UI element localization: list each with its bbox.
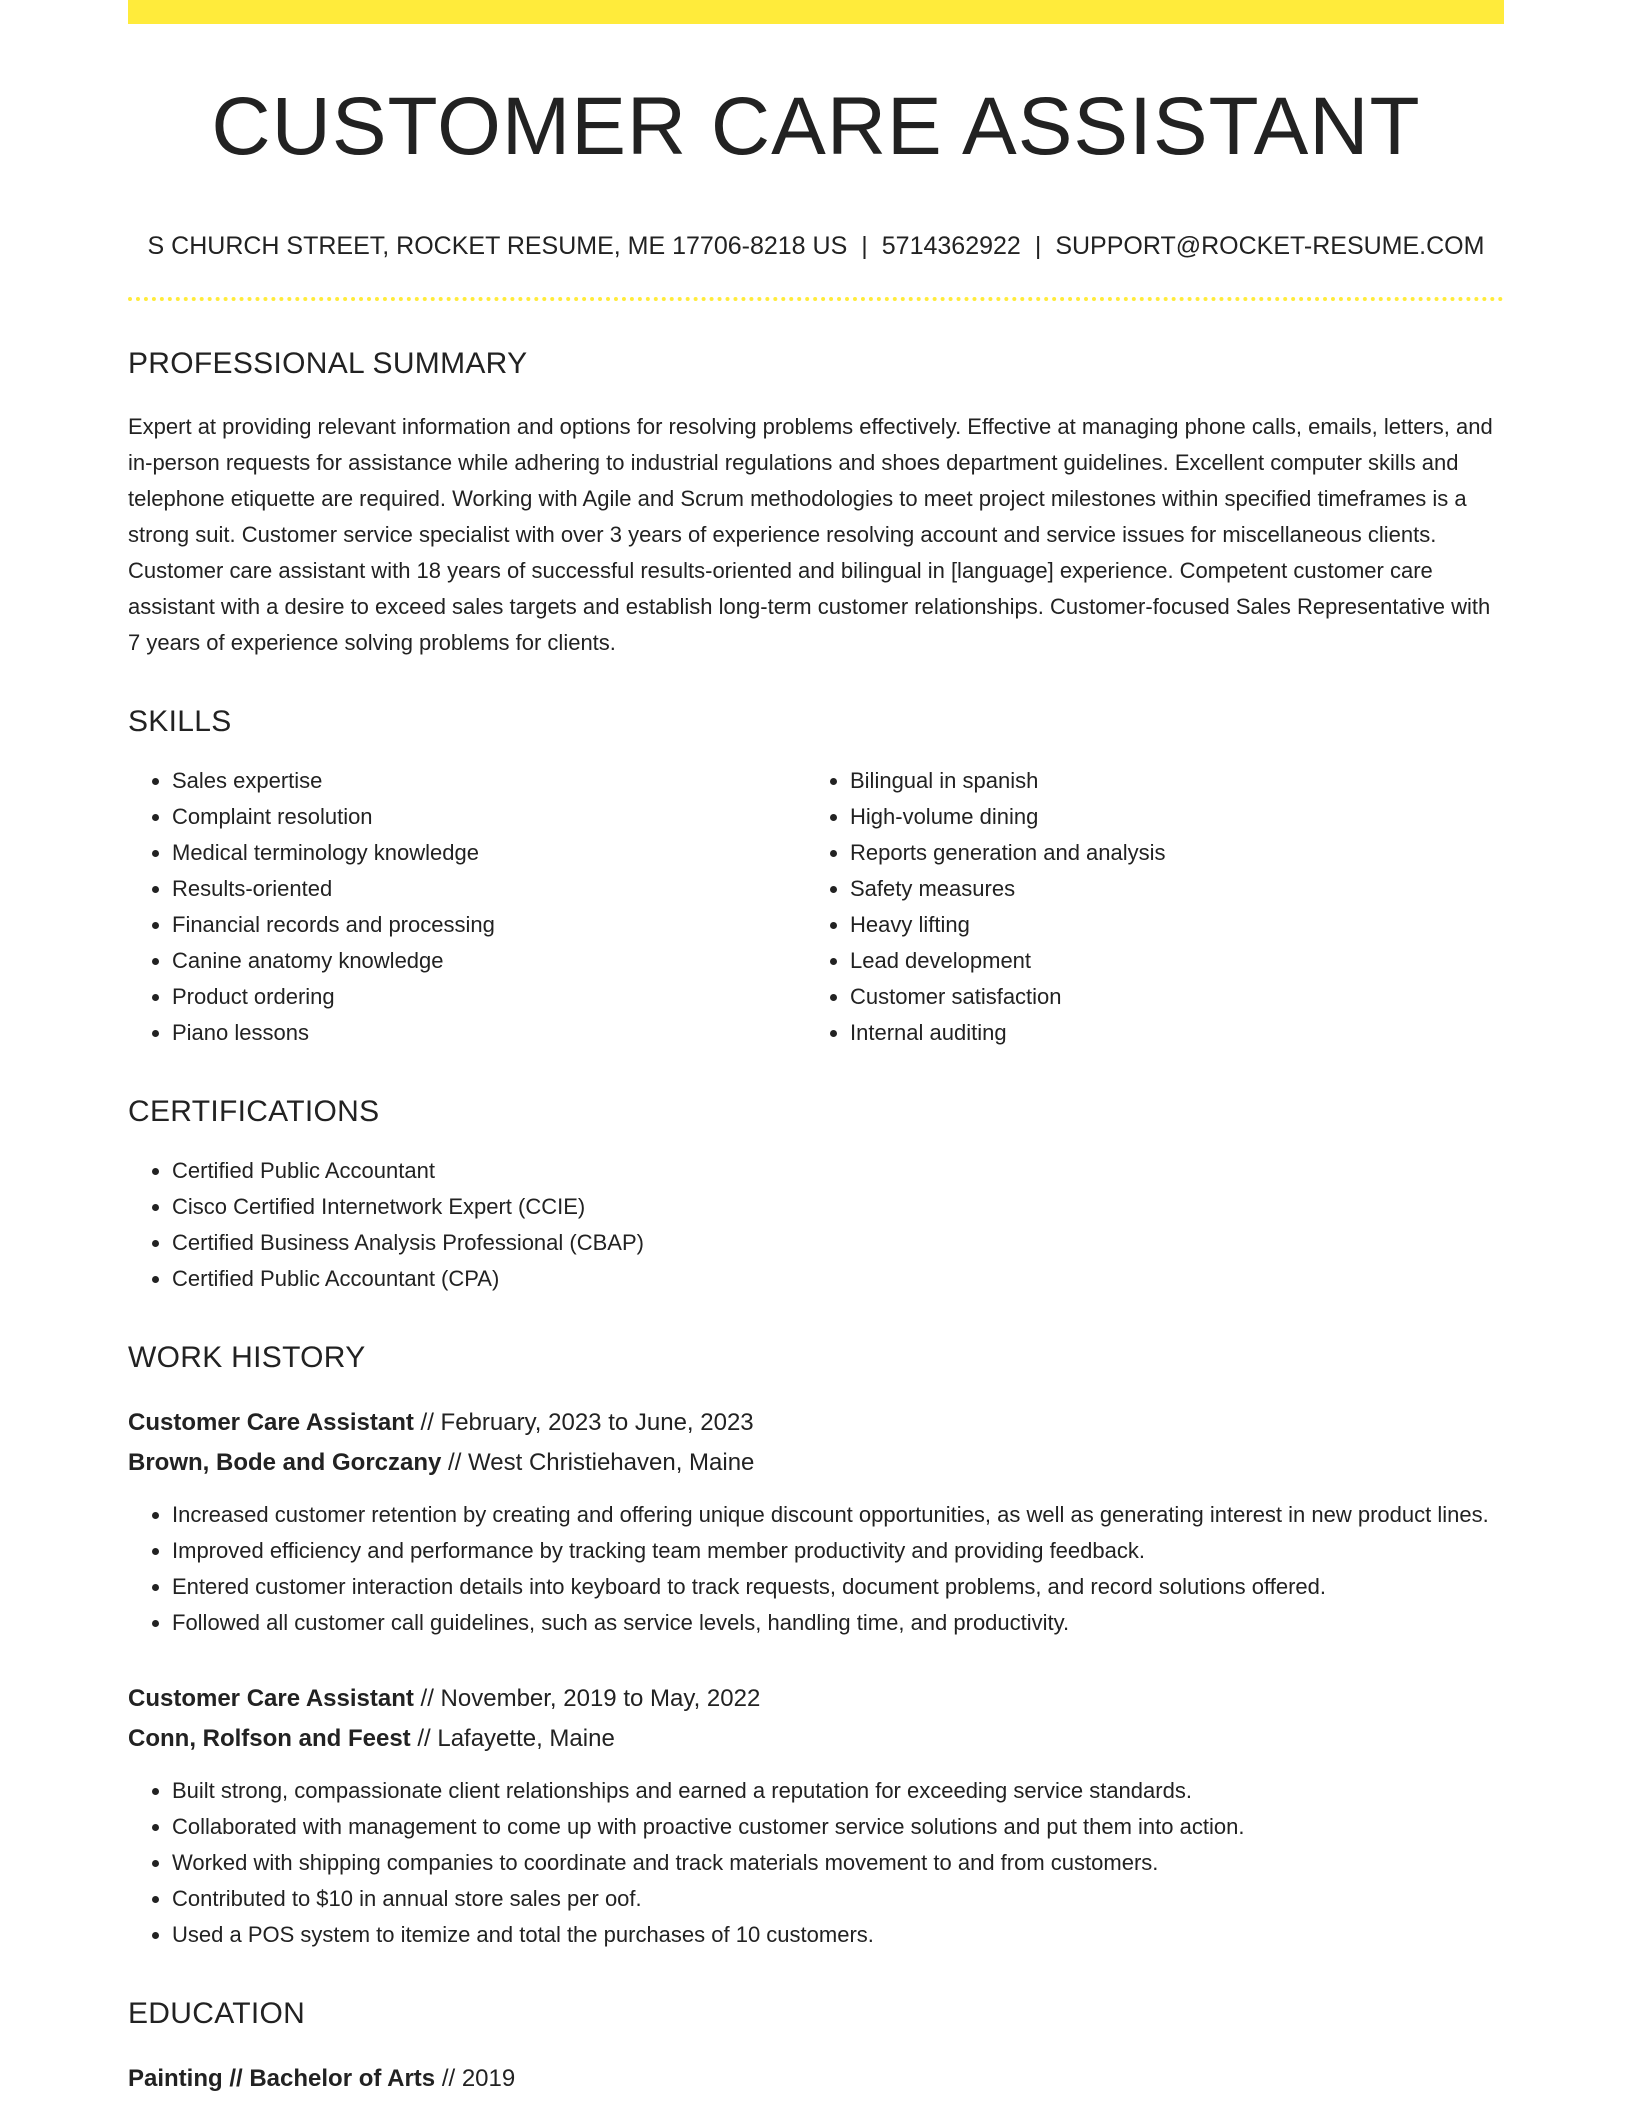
contact-address: S CHURCH STREET, ROCKET RESUME, ME 17706-8218 US xyxy=(147,232,848,261)
job-bullet: • Collaborated with management to come up with proactive customer service solutions and put them into action. xyxy=(172,1809,1504,1845)
job-location: // West Christiehaven, Maine xyxy=(441,1449,755,1477)
job-header xyxy=(128,1679,1504,1759)
education-entry xyxy=(128,2059,1504,2099)
job-dates: // February, 2023 to June, 2023 xyxy=(413,1409,754,1437)
job-role: Customer Care Assistant xyxy=(128,1685,414,1713)
job-entry xyxy=(128,1679,1504,1953)
job-company: Conn, Rolfson and Feest xyxy=(128,1725,411,1753)
skills-left-list xyxy=(128,763,806,1051)
job-role-line xyxy=(128,1679,1504,1719)
certifications-heading: CERTIFICATIONS xyxy=(128,1095,380,1129)
certifications-list xyxy=(128,1153,1504,1297)
work-history-heading: WORK HISTORY xyxy=(128,1341,366,1375)
education-degree: Painting // Bachelor of Arts xyxy=(128,2065,436,2093)
job-location: // Lafayette, Maine xyxy=(410,1725,615,1753)
contact-line xyxy=(128,232,1504,261)
job-role: Customer Care Assistant xyxy=(128,1409,414,1437)
job-bullet: • Worked with shipping companies to coordinate and track materials movement to and from customers. xyxy=(172,1845,1504,1881)
job-role-line xyxy=(128,1403,1504,1443)
certification-item: • Certified Public Accountant xyxy=(172,1153,1504,1189)
resume-page xyxy=(128,0,1504,2099)
job-bullet: • Followed all customer call guidelines, such as service levels, handling time, and productivity. xyxy=(172,1605,1504,1641)
job-dates: // November, 2019 to May, 2022 xyxy=(413,1685,761,1713)
job-bullet: • Increased customer retention by creating and offering unique discount opportunities, as well as generating interest in new product lines. xyxy=(172,1497,1504,1533)
certification-item: • Certified Public Accountant (CPA) xyxy=(172,1261,1504,1297)
job-bullet: • Entered customer interaction details into keyboard to track requests, document problems, and record solutions offered. xyxy=(172,1569,1504,1605)
skill-item: • Piano lessons xyxy=(172,1015,806,1051)
skill-item: • Customer satisfaction xyxy=(850,979,1484,1015)
job-bullet: • Contributed to $10 in annual store sales per oof. xyxy=(172,1881,1504,1917)
job-company-line xyxy=(128,1443,1504,1483)
skill-item: • Safety measures xyxy=(850,871,1484,907)
contact-separator: | xyxy=(861,232,868,261)
skill-item: • Canine anatomy knowledge xyxy=(172,943,806,979)
education-heading: EDUCATION xyxy=(128,1997,306,2031)
skill-item: • Financial records and processing xyxy=(172,907,806,943)
skill-item: • Medical terminology knowledge xyxy=(172,835,806,871)
accent-bar xyxy=(128,0,1504,24)
skill-item: • Bilingual in spanish xyxy=(850,763,1484,799)
skill-item: • Heavy lifting xyxy=(850,907,1484,943)
job-bullet: • Built strong, compassionate client relationships and earned a reputation for exceeding service standards. xyxy=(172,1773,1504,1809)
job-header xyxy=(128,1403,1504,1483)
skill-item: • Lead development xyxy=(850,943,1484,979)
skill-item: • Results-oriented xyxy=(172,871,806,907)
job-bullet: • Improved efficiency and performance by tracking team member productivity and providing feedback. xyxy=(172,1533,1504,1569)
job-company: Brown, Bode and Gorczany xyxy=(128,1449,442,1477)
dotted-divider xyxy=(128,297,1504,301)
resume-title: CUSTOMER CARE ASSISTANT xyxy=(211,81,1421,172)
skill-item: • Internal auditing xyxy=(850,1015,1484,1051)
skills-right-list xyxy=(806,763,1484,1051)
contact-email[interactable]: SUPPORT@ROCKET-RESUME.COM xyxy=(1055,232,1485,261)
skill-item: • Complaint resolution xyxy=(172,799,806,835)
skill-item: • Product ordering xyxy=(172,979,806,1015)
job-bullets xyxy=(128,1773,1504,1953)
skill-item: • Reports generation and analysis xyxy=(850,835,1484,871)
skills-heading: SKILLS xyxy=(128,705,232,739)
job-entry xyxy=(128,1403,1504,1641)
skills-columns xyxy=(128,763,1504,1051)
job-bullets xyxy=(128,1497,1504,1641)
summary-heading: PROFESSIONAL SUMMARY xyxy=(128,347,528,381)
skill-item: • Sales expertise xyxy=(172,763,806,799)
summary-text: Expert at providing relevant information and options for resolving problems effectively. Effective at managing phone calls, emails, letters, and in-person requests for assistance while adhering to industrial regulations and shoes department guidelines. Excellent computer skills and telephone etiquette are required. Working with Agile and Scrum methodologies to meet project milestones within specified timeframes is a strong suit. Customer service specialist with over 3 years of experience resolving account and service issues for miscellaneous clients. Customer care assistant with 18 years of successful results-oriented and bilingual in [language] experience. Competent customer care assistant with a desire to exceed sales targets and establish long-term customer relationships. Customer-focused Sales Representative with 7 years of experience solving problems for clients. xyxy=(128,414,1493,656)
certification-item: • Cisco Certified Internetwork Expert (CCIE) xyxy=(172,1189,1504,1225)
skill-item: • High-volume dining xyxy=(850,799,1484,835)
job-bullet: • Used a POS system to itemize and total the purchases of 10 customers. xyxy=(172,1917,1504,1953)
education-year: // 2019 xyxy=(435,2065,516,2093)
contact-separator: | xyxy=(1034,232,1042,261)
contact-phone[interactable]: 5714362922 xyxy=(881,232,1021,261)
certification-item: • Certified Business Analysis Professional (CBAP) xyxy=(172,1225,1504,1261)
job-company-line xyxy=(128,1719,1504,1759)
